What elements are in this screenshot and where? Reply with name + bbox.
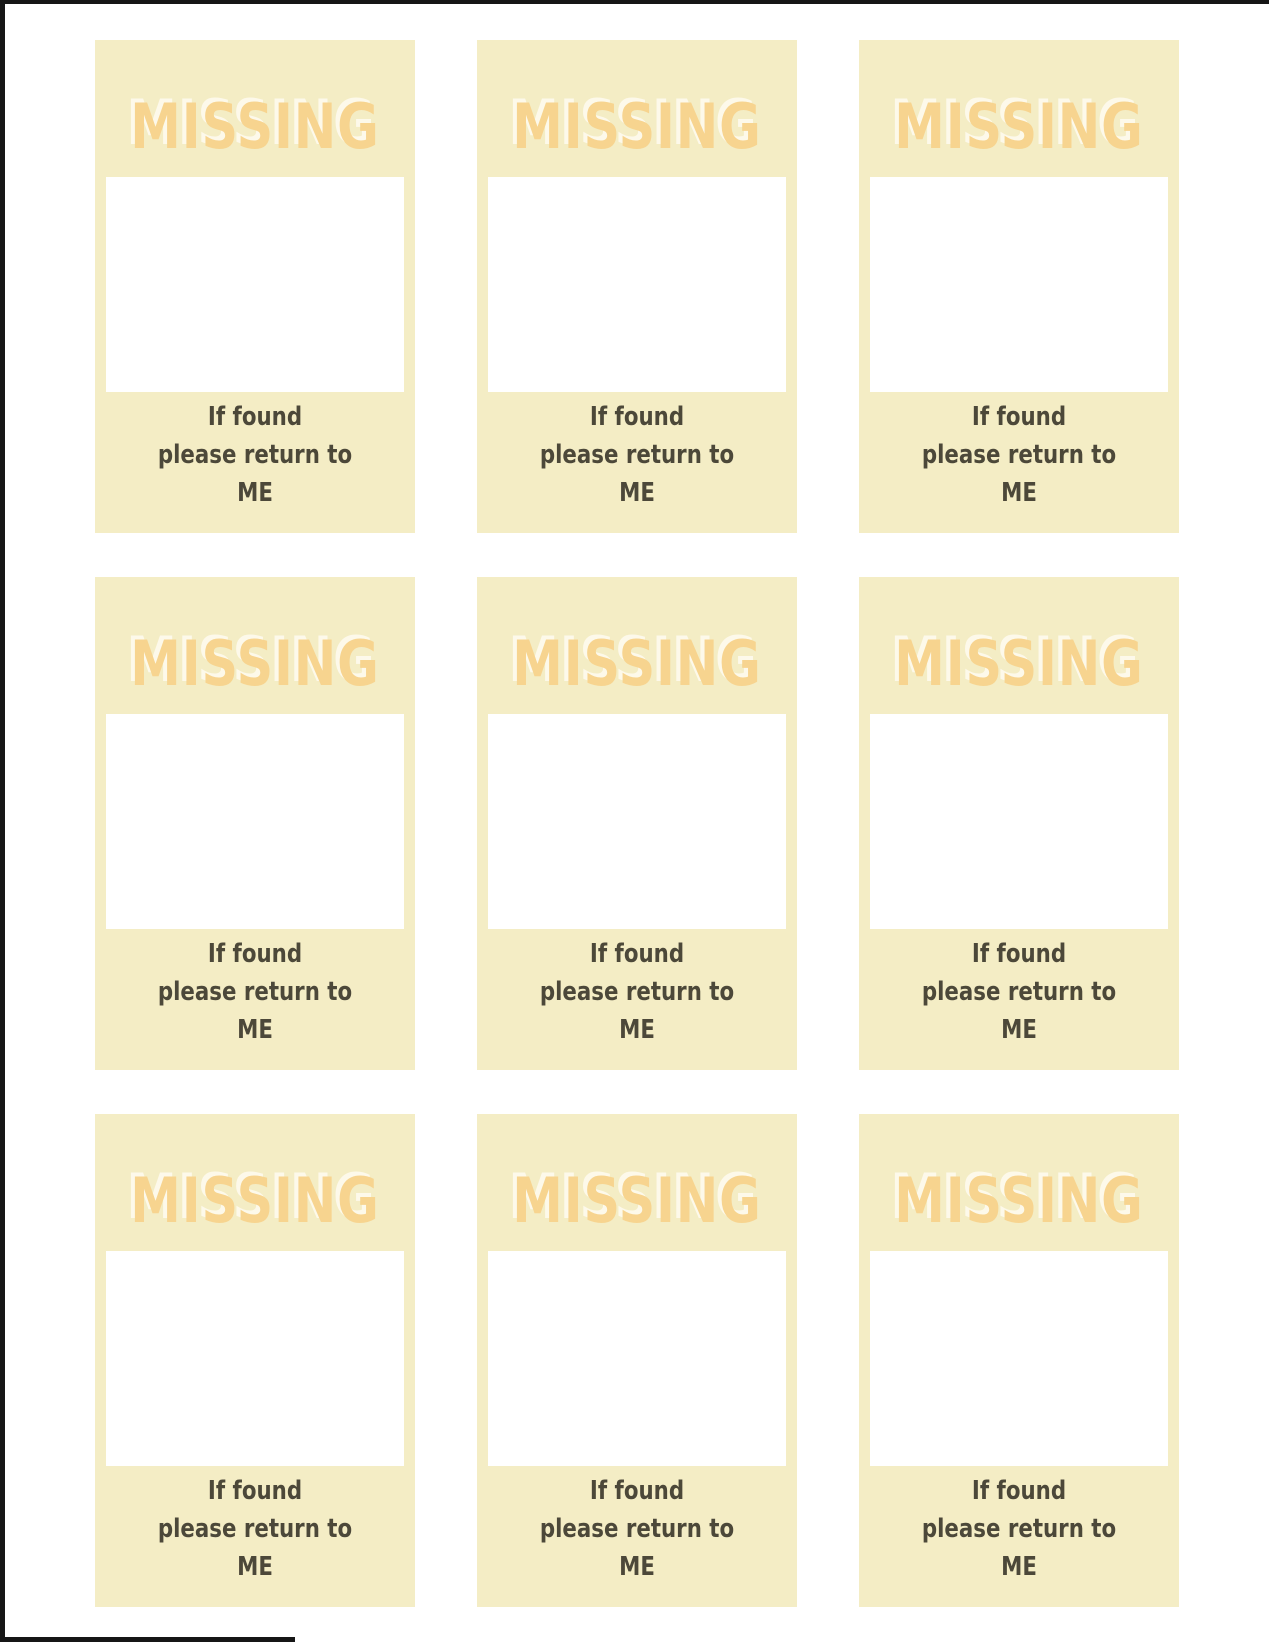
return-note	[888, 1472, 1150, 1586]
note-line-1: If found	[207, 402, 303, 432]
note-line-1: If found	[971, 402, 1067, 432]
note-line-3: ME	[237, 478, 273, 508]
missing-title: MISSING	[130, 627, 380, 700]
note-line-2: please return to	[539, 977, 735, 1007]
return-note	[124, 935, 386, 1049]
missing-poster-card	[859, 1114, 1179, 1607]
note-line-2: please return to	[921, 977, 1117, 1007]
photo-placeholder	[488, 714, 786, 929]
note-line-3: ME	[1001, 1015, 1037, 1045]
note-line-1: If found	[589, 402, 685, 432]
return-note	[506, 935, 768, 1049]
missing-poster-card	[859, 577, 1179, 1070]
scan-border-bottom-left	[0, 1637, 295, 1642]
photo-placeholder	[870, 177, 1168, 392]
missing-title: MISSING	[894, 1164, 1144, 1237]
note-line-3: ME	[1001, 478, 1037, 508]
note-line-1: If found	[971, 939, 1067, 969]
missing-poster-card	[477, 40, 797, 533]
note-line-2: please return to	[921, 440, 1117, 470]
photo-placeholder	[870, 1251, 1168, 1466]
note-line-3: ME	[237, 1552, 273, 1582]
missing-cards-grid	[95, 40, 1179, 1607]
note-line-3: ME	[1001, 1552, 1037, 1582]
photo-placeholder	[106, 714, 404, 929]
note-line-2: please return to	[157, 1514, 353, 1544]
note-line-1: If found	[971, 1476, 1067, 1506]
missing-poster-card	[477, 1114, 797, 1607]
missing-poster-card	[95, 40, 415, 533]
missing-poster-card	[95, 1114, 415, 1607]
return-note	[506, 1472, 768, 1586]
missing-title: MISSING	[130, 90, 380, 163]
scan-border-top	[0, 0, 1269, 4]
note-line-2: please return to	[539, 440, 735, 470]
note-line-3: ME	[619, 478, 655, 508]
note-line-3: ME	[237, 1015, 273, 1045]
scan-border-left	[0, 0, 5, 1642]
note-line-2: please return to	[157, 440, 353, 470]
missing-poster-card	[95, 577, 415, 1070]
return-note	[506, 398, 768, 512]
note-line-3: ME	[619, 1552, 655, 1582]
missing-poster-card	[859, 40, 1179, 533]
return-note	[888, 398, 1150, 512]
photo-placeholder	[106, 177, 404, 392]
photo-placeholder	[870, 714, 1168, 929]
missing-title: MISSING	[512, 90, 762, 163]
note-line-2: please return to	[539, 1514, 735, 1544]
note-line-2: please return to	[157, 977, 353, 1007]
note-line-1: If found	[589, 1476, 685, 1506]
note-line-1: If found	[207, 1476, 303, 1506]
note-line-2: please return to	[921, 1514, 1117, 1544]
return-note	[124, 1472, 386, 1586]
photo-placeholder	[488, 1251, 786, 1466]
missing-title: MISSING	[130, 1164, 380, 1237]
missing-poster-card	[477, 577, 797, 1070]
note-line-1: If found	[589, 939, 685, 969]
missing-title: MISSING	[512, 1164, 762, 1237]
note-line-1: If found	[207, 939, 303, 969]
missing-title: MISSING	[894, 90, 1144, 163]
return-note	[888, 935, 1150, 1049]
photo-placeholder	[488, 177, 786, 392]
return-note	[124, 398, 386, 512]
missing-title: MISSING	[894, 627, 1144, 700]
missing-title: MISSING	[512, 627, 762, 700]
note-line-3: ME	[619, 1015, 655, 1045]
photo-placeholder	[106, 1251, 404, 1466]
